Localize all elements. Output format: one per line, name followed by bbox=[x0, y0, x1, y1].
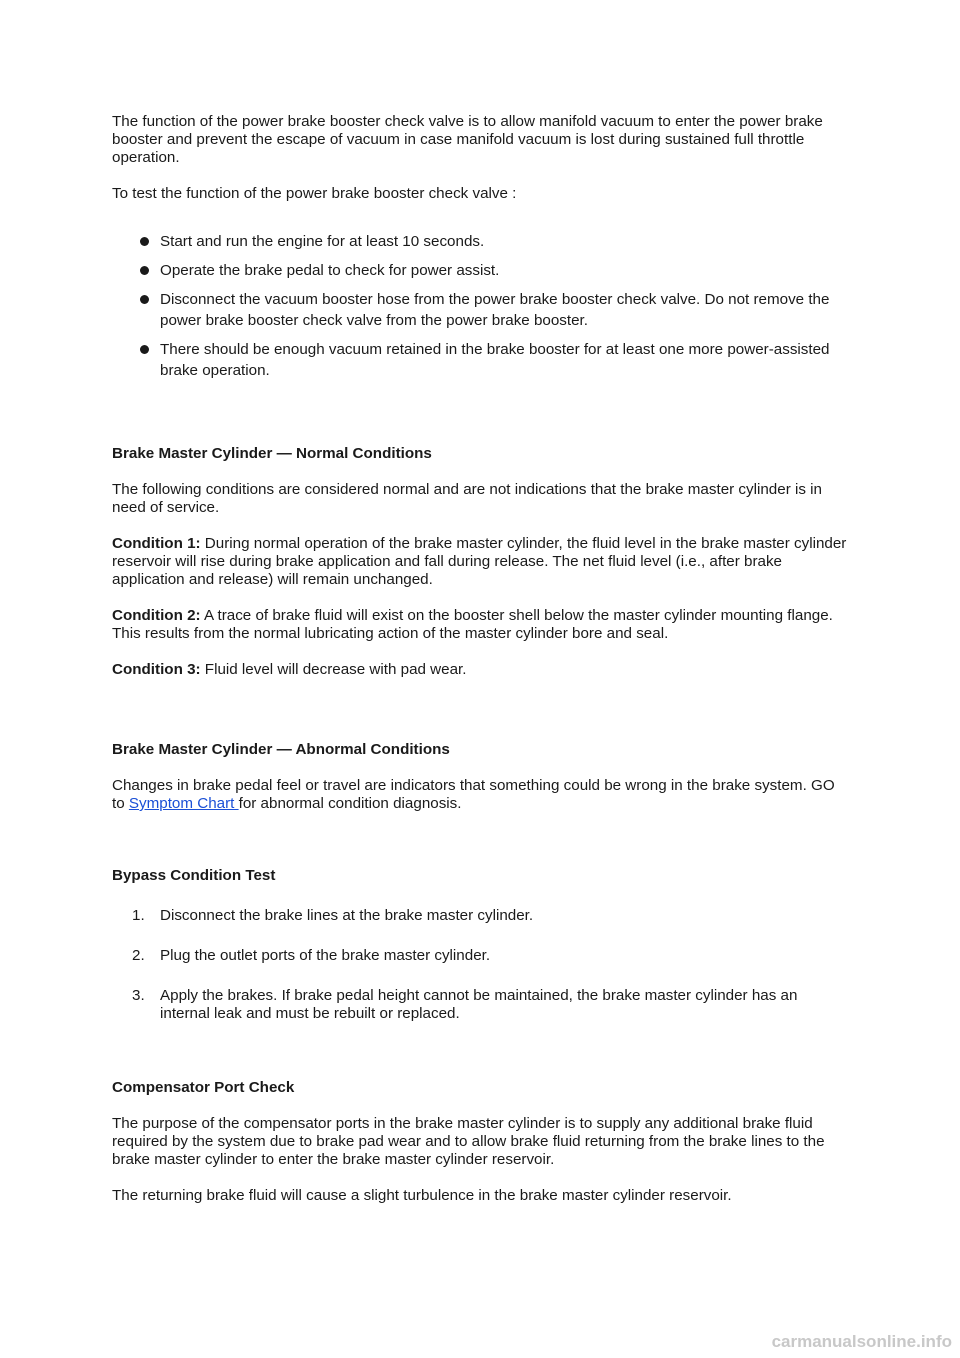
intro-paragraph: The function of the power brake booster check valve is to allow manifold vacuum to enter the power brake booster and prevent the escape of vacuum in case manifold vacuum is lost during sustained full throttle operation. bbox=[112, 113, 823, 166]
bullet-icon bbox=[140, 237, 149, 246]
check-valve-test-list bbox=[112, 231, 850, 381]
list-item: Operate the brake pedal to check for power assist. bbox=[112, 260, 850, 281]
abnormal-conditions-text: Changes in brake pedal feel or travel are indicators that something could be wrong in the brake system. GO to Symptom Chart for abnormal condition diagnosis. bbox=[112, 777, 835, 812]
bypass-test-heading: Bypass Condition Test bbox=[112, 867, 276, 884]
condition-3: Condition 3: Fluid level will decrease with pad wear. bbox=[112, 661, 467, 678]
normal-conditions-intro: The following conditions are considered normal and are not indications that the brake master cylinder is in need of service. bbox=[112, 481, 822, 516]
bullet-icon bbox=[140, 295, 149, 304]
list-item: 3. Apply the brakes. If brake pedal height cannot be maintained, the brake master cylinder has an internal leak and must be rebuilt or replaced. bbox=[132, 987, 798, 1022]
list-item: 2. Plug the outlet ports of the brake master cylinder. bbox=[132, 947, 491, 964]
list-item: Disconnect the vacuum booster hose from the power brake booster check valve. Do not remove the power brake booster check valve from the power brake booster. bbox=[112, 289, 850, 331]
condition-2: Condition 2: A trace of brake fluid will exist on the booster shell below the master cylinder mounting flange. This results from the normal lubricating action of the master cylinder bore and seal. bbox=[112, 607, 833, 642]
condition-1: Condition 1: During normal operation of the brake master cylinder, the fluid level in the brake master cylinder reservoir will rise during brake application and fall during release. The net fluid level (i.e., after brake application and release) will remain unchanged. bbox=[112, 535, 847, 588]
bypass-test-steps bbox=[112, 907, 850, 1023]
compensator-paragraph: The purpose of the compensator ports in the brake master cylinder is to supply any additional brake fluid required by the system due to brake pad wear and to allow brake fluid returning from the brake lines to the brake master cylinder to enter the brake master cylinder reservoir. bbox=[112, 1115, 825, 1168]
compensator-heading: Compensator Port Check bbox=[112, 1079, 295, 1096]
intro-test-lead: To test the function of the power brake booster check valve : bbox=[112, 185, 517, 202]
normal-conditions-heading: Brake Master Cylinder — Normal Conditions bbox=[112, 445, 432, 462]
abnormal-conditions-heading: Brake Master Cylinder — Abnormal Conditions bbox=[112, 741, 450, 758]
symptom-chart-link[interactable]: Symptom Chart bbox=[128, 795, 239, 812]
list-item: Start and run the engine for at least 10 seconds. bbox=[112, 231, 850, 252]
list-item: 1. Disconnect the brake lines at the brake master cylinder. bbox=[132, 907, 534, 924]
bullet-icon bbox=[140, 345, 149, 354]
compensator-paragraph-2: The returning brake fluid will cause a slight turbulence in the brake master cylinder reservoir. bbox=[112, 1187, 732, 1204]
watermark-logo: carmanualsonline.info bbox=[771, 1332, 952, 1351]
document-page bbox=[112, 113, 850, 1223]
bullet-icon bbox=[140, 266, 149, 275]
list-item: There should be enough vacuum retained in the brake booster for at least one more power-assisted brake operation. bbox=[112, 339, 850, 381]
